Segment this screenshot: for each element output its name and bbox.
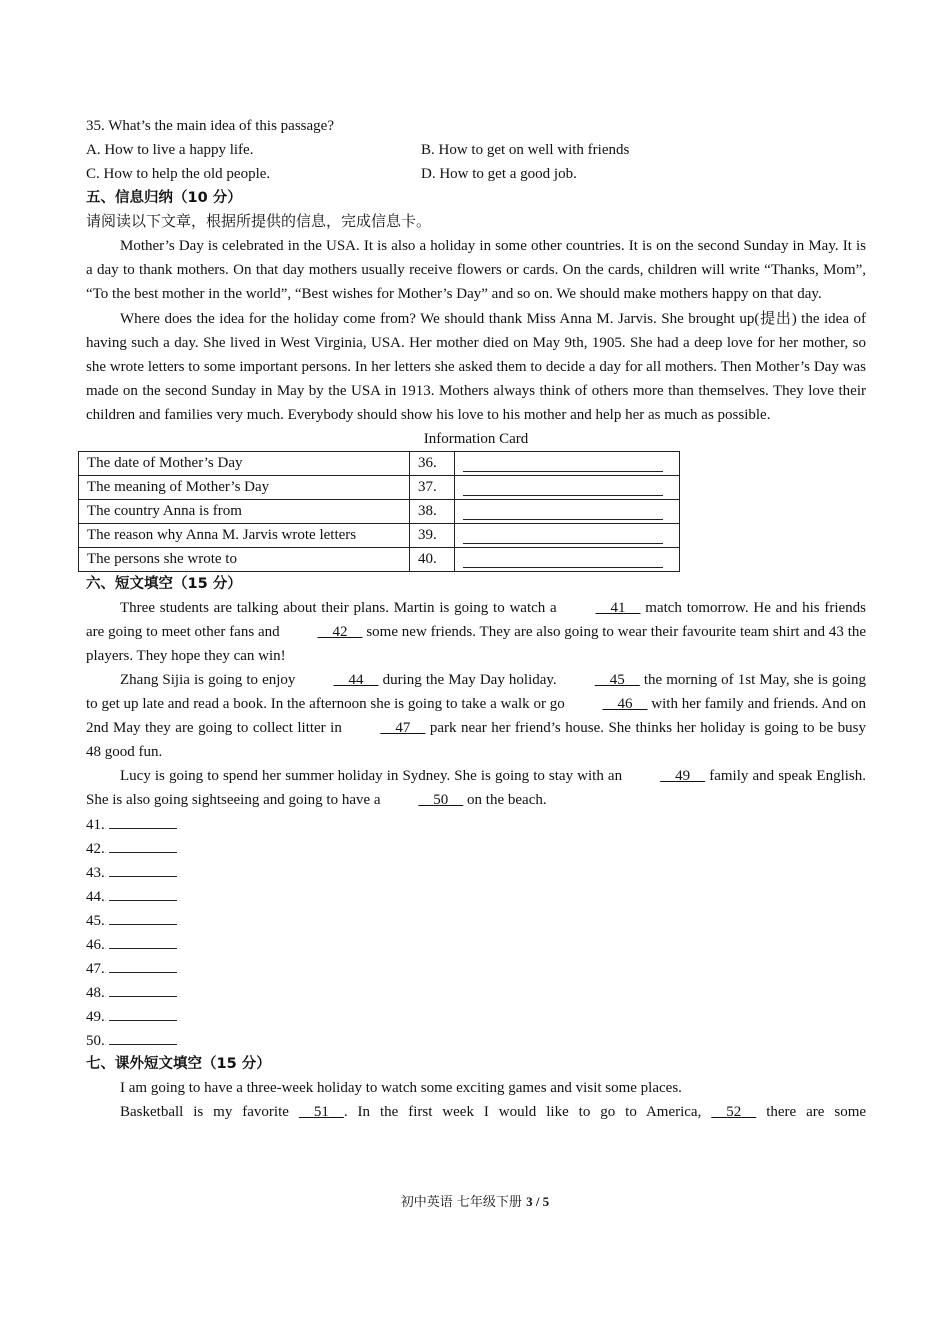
answer-line: 48. [86,980,866,1004]
card-number: 37. [410,476,455,500]
text-run: some new friends. They are also going to wear their favourite team shirt and 43 the players. They hope they can win! [86,624,867,664]
blank-42[interactable]: 42 [332,624,348,640]
text-run: Zhang Sijia is going to enjoy [120,672,296,688]
card-row [79,524,680,548]
card-answer-blank[interactable] [455,500,680,524]
section6-paragraph-1 [86,596,866,668]
card-answer-blank[interactable] [455,524,680,548]
card-answer-blank[interactable] [455,476,680,500]
blank-41[interactable]: 41 [610,600,626,616]
card-row [79,500,680,524]
card-label: The persons she wrote to [79,548,410,572]
page-number: 3 / 5 [526,1194,550,1209]
section5-instruction: 请阅读以下文章，根据所提供的信息，完成信息卡。 [86,214,432,230]
q35-options-row-1 [86,138,866,162]
card-number: 38. [410,500,455,524]
card-label: The date of Mother’s Day [79,452,410,476]
text-run: . In the first week I would like to go to America, [343,1104,702,1120]
answer-blank[interactable] [109,932,177,949]
text-run: Three students are talking about their plans. Martin is going to watch a [120,600,557,616]
page-footer [0,1191,950,1210]
card-number: 39. [410,524,455,548]
card-number: 36. [410,452,455,476]
q35-options-row-2 [86,162,866,186]
answer-line: 46. [86,932,866,956]
answer-line: 41. [86,812,866,836]
exam-page [86,114,866,1124]
answer-blank[interactable] [109,836,177,853]
text-run: Lucy is going to spend her summer holiday in Sydney. She is going to stay with an [120,768,623,784]
answer-blank[interactable] [109,908,177,925]
section5-paragraph-1: Mother’s Day is celebrated in the USA. It is also a holiday in some other countries. It is on the second Sunday in May. It is a day to thank mothers. On that day mothers usually receive flowers or cards. On the cards, children will write “Thanks, Mom”, “To the best mother in the world”, “Best wishes for Mother’s Day” and so on. We should make mothers happy on that day. [86,238,866,302]
answer-blank[interactable] [109,812,177,829]
option-c: C. How to help the old people. [86,166,271,182]
answer-line: 42. [86,836,866,860]
answer-blank[interactable] [109,1028,177,1045]
footer-course: 初中英语 七年级下册 [400,1195,527,1210]
answer-line: 50. [86,1028,866,1052]
section7-line-2 [86,1100,866,1124]
card-label: The country Anna is from [79,500,410,524]
text-run: match tomorrow. He and his friends are going to meet other fans and [86,600,867,640]
blank-46[interactable]: 46 [617,696,633,712]
section5-heading: 五、信息归纳（10 分） [86,190,242,206]
section7-heading: 七、课外短文填空（15 分） [86,1056,271,1072]
information-card-table [78,451,680,572]
text-run: on the beach. [467,792,547,808]
answer-line: 43. [86,860,866,884]
blank-51[interactable]: 51 [313,1104,329,1120]
text-run: there are some [766,1104,867,1120]
blank-52[interactable]: 52 [726,1104,742,1120]
option-a: A. How to live a happy life. [86,142,254,158]
section5-paragraph-2: Where does the idea for the holiday come from? We should thank Miss Anna M. Jarvis. She brought up(提出) the idea of having such a day. She lived in West Virginia, USA. Her mother died on May 9th, 1905. She had a deep love for her mother, so she wrote letters to some important persons. In her letters she asked them to decide a day for all mothers. Then Mother’s Day was made on the second Sunday in May by the USA in 1913. Mothers always think of others more than themselves. They love their children and families very much. Everybody should show his love to his mother and help her as much as possible. [86,311,866,423]
option-d: D. How to get a good job. [421,166,577,182]
answer-line: 45. [86,908,866,932]
card-title: Information Card [423,431,529,447]
answer-blank[interactable] [109,884,177,901]
card-number: 40. [410,548,455,572]
card-row [79,548,680,572]
blank-45[interactable]: 45 [609,672,625,688]
text-run: the morning of 1st May, she is going to get up late and read a book. In the afternoon she is going to take a walk or go [86,672,867,712]
answer-line: 49. [86,1004,866,1028]
card-label: The meaning of Mother’s Day [79,476,410,500]
answer-blank[interactable] [109,980,177,997]
text-run: during the May Day holiday. [382,672,557,688]
answer-lines [86,812,866,1052]
card-row [79,476,680,500]
section7-line-1: I am going to have a three-week holiday to watch some exciting games and visit some places. [120,1080,682,1096]
section6-paragraph-2 [86,668,866,764]
answer-blank[interactable] [109,956,177,973]
text-run: with her family and friends. And on 2nd May they are going to collect litter in [86,696,866,736]
text-run: family and speak English. She is also going sightseeing and going to have a [86,768,867,808]
card-label: The reason why Anna M. Jarvis wrote letters [79,524,410,548]
blank-50[interactable]: 50 [433,792,449,808]
answer-blank[interactable] [109,1004,177,1021]
text-run: park near her friend’s house. She thinks her holiday is going to be busy 48 good fun. [86,720,867,760]
blank-44[interactable]: 44 [348,672,364,688]
answer-line: 47. [86,956,866,980]
answer-line: 44. [86,884,866,908]
q35-question: 35. What’s the main idea of this passage? [86,118,334,134]
blank-47[interactable]: 47 [395,720,411,736]
card-answer-blank[interactable] [455,452,680,476]
card-answer-blank[interactable] [455,548,680,572]
section6-paragraph-3 [86,764,866,812]
card-row [79,452,680,476]
answer-blank[interactable] [109,860,177,877]
option-b: B. How to get on well with friends [421,142,630,158]
section6-heading: 六、短文填空（15 分） [86,576,242,592]
text-run: Basketball is my favorite [120,1104,289,1120]
blank-49[interactable]: 49 [675,768,691,784]
